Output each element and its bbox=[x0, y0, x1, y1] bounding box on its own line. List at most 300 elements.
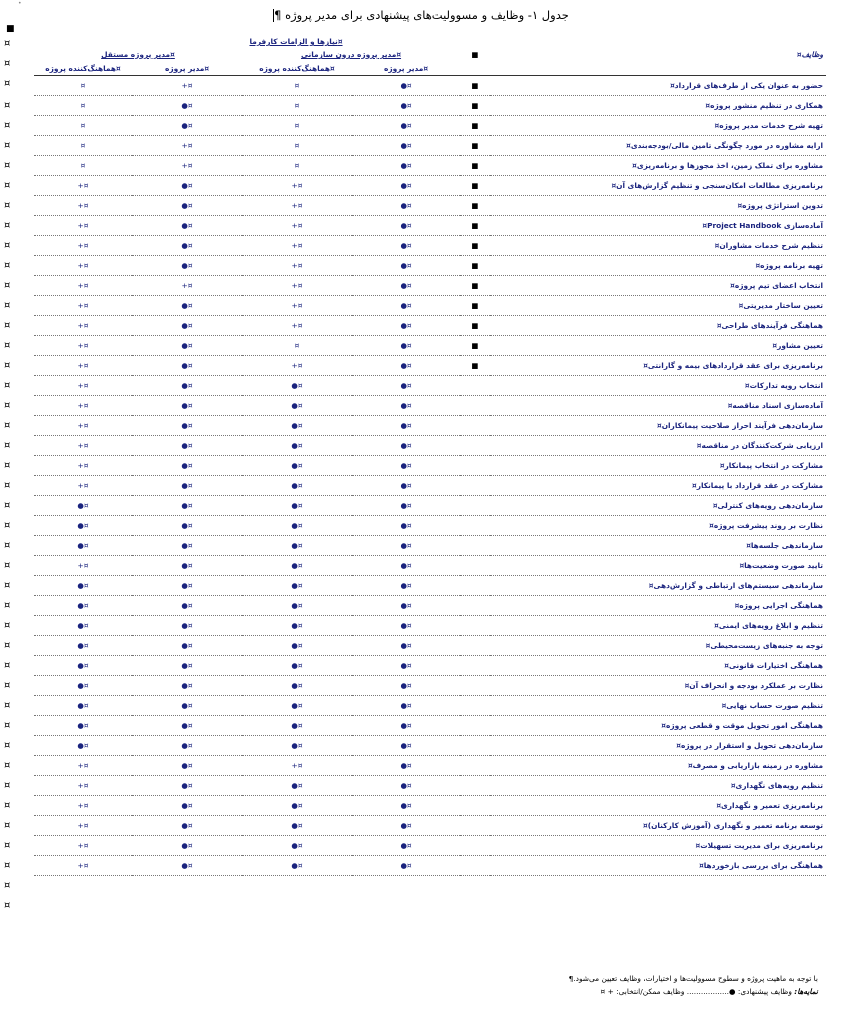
cell-coordinator-internal: ●¤ bbox=[242, 696, 352, 716]
cell-pm-internal: ●¤ bbox=[352, 396, 460, 416]
cell-coordinator-independent: +¤ bbox=[34, 476, 132, 496]
end-of-row-marker: ¤ bbox=[4, 400, 11, 411]
header-pm-independent: مدیر پروژه¤ bbox=[132, 61, 242, 76]
cell-coordinator-internal: ●¤ bbox=[242, 636, 352, 656]
cell-coordinator-independent: ●¤ bbox=[34, 716, 132, 736]
row-bullet: ■ bbox=[460, 216, 490, 236]
task-label: برنامه‌ریزی مطالعات امکان‌سنجی و تنظیم گزارش‌های آن¤ bbox=[490, 176, 826, 196]
cell-pm-independent: ●¤ bbox=[132, 636, 242, 656]
row-bullet: ■ bbox=[460, 356, 490, 376]
task-label: سازمان‌دهی رویه‌های کنترلی¤ bbox=[490, 496, 826, 516]
end-of-row-marker: ¤ bbox=[4, 38, 11, 49]
task-label: برنامه‌ریزی برای عقد قراردادهای بیمه و گارانتی¤ bbox=[490, 356, 826, 376]
cell-pm-internal: ●¤ bbox=[352, 516, 460, 536]
cell-pm-independent: ●¤ bbox=[132, 816, 242, 836]
end-of-row-marker: ¤ bbox=[4, 340, 11, 351]
task-label: توسعه برنامه تعمیر و نگهداری (آموزش کارکنان)¤ bbox=[490, 816, 826, 836]
row-bullet bbox=[460, 536, 490, 556]
cell-coordinator-internal: +¤ bbox=[242, 176, 352, 196]
table-row bbox=[34, 476, 826, 496]
cell-pm-internal: ●¤ bbox=[352, 796, 460, 816]
row-bullet bbox=[460, 576, 490, 596]
cell-pm-internal: ●¤ bbox=[352, 136, 460, 156]
cell-coordinator-independent: +¤ bbox=[34, 856, 132, 876]
table-row bbox=[34, 616, 826, 636]
task-label: تایید صورت وضعیت‌ها¤ bbox=[490, 556, 826, 576]
row-bullet: ■ bbox=[460, 76, 490, 96]
end-of-row-marker: ¤ bbox=[4, 880, 11, 891]
table-row bbox=[34, 116, 826, 136]
cell-pm-internal: ●¤ bbox=[352, 556, 460, 576]
row-bullet: ■ bbox=[460, 316, 490, 336]
row-bullet bbox=[460, 416, 490, 436]
cell-pm-internal: ●¤ bbox=[352, 836, 460, 856]
table-row bbox=[34, 96, 826, 116]
header-row-2 bbox=[34, 48, 826, 61]
task-label: تنظیم شرح خدمات مشاوران¤ bbox=[490, 236, 826, 256]
cell-coordinator-independent: +¤ bbox=[34, 296, 132, 316]
row-bullet: ■ bbox=[460, 96, 490, 116]
table-row bbox=[34, 136, 826, 156]
cell-coordinator-independent: ●¤ bbox=[34, 516, 132, 536]
end-of-row-marker: ¤ bbox=[4, 540, 11, 551]
row-bullet bbox=[460, 616, 490, 636]
cell-pm-internal: ●¤ bbox=[352, 436, 460, 456]
task-label: سازماندهی جلسه‌ها¤ bbox=[490, 536, 826, 556]
cell-coordinator-independent: +¤ bbox=[34, 816, 132, 836]
cell-pm-internal: ●¤ bbox=[352, 296, 460, 316]
table-row bbox=[34, 296, 826, 316]
table-row bbox=[34, 756, 826, 776]
end-of-row-marker: ¤ bbox=[4, 780, 11, 791]
task-label: انتخاب رویه تدارکات¤ bbox=[490, 376, 826, 396]
cell-coordinator-internal: ●¤ bbox=[242, 436, 352, 456]
paragraph-marker: ■ bbox=[6, 24, 15, 34]
cell-coordinator-independent: ●¤ bbox=[34, 656, 132, 676]
row-bullet bbox=[460, 776, 490, 796]
row-bullet bbox=[460, 736, 490, 756]
cell-pm-internal: ●¤ bbox=[352, 116, 460, 136]
header-tasks: وظایف¤ bbox=[796, 50, 824, 59]
cell-coordinator-internal: ●¤ bbox=[242, 396, 352, 416]
cell-pm-internal: ●¤ bbox=[352, 476, 460, 496]
cell-coordinator-independent: +¤ bbox=[34, 456, 132, 476]
row-bullet bbox=[460, 836, 490, 856]
end-of-row-marker: ¤ bbox=[4, 300, 11, 311]
cell-pm-internal: ●¤ bbox=[352, 696, 460, 716]
table-notes bbox=[34, 970, 824, 996]
cell-pm-internal: ●¤ bbox=[352, 216, 460, 236]
table-row bbox=[34, 816, 826, 836]
table-row bbox=[34, 496, 826, 516]
cell-coordinator-internal: +¤ bbox=[242, 236, 352, 256]
cell-coordinator-internal: ●¤ bbox=[242, 596, 352, 616]
table-row bbox=[34, 256, 826, 276]
cell-pm-internal: ●¤ bbox=[352, 816, 460, 836]
end-of-row-marker: ¤ bbox=[4, 420, 11, 431]
cell-pm-independent: ●¤ bbox=[132, 596, 242, 616]
cell-pm-internal: ●¤ bbox=[352, 716, 460, 736]
cell-pm-internal: ●¤ bbox=[352, 276, 460, 296]
cell-pm-independent: ●¤ bbox=[132, 396, 242, 416]
end-of-row-marker: ¤ bbox=[4, 460, 11, 471]
task-label: حضور به عنوان یکی از طرف‌های قرارداد¤ bbox=[490, 76, 826, 96]
cell-pm-independent: ●¤ bbox=[132, 516, 242, 536]
cell-pm-independent: ●¤ bbox=[132, 716, 242, 736]
task-label: هماهنگی اجرایی پروژه¤ bbox=[490, 596, 826, 616]
end-of-row-marker: ¤ bbox=[4, 280, 11, 291]
table-row bbox=[34, 656, 826, 676]
cell-coordinator-independent: ●¤ bbox=[34, 576, 132, 596]
cell-coordinator-internal: +¤ bbox=[242, 756, 352, 776]
task-label: هماهنگی اختیارات قانونی¤ bbox=[490, 656, 826, 676]
cell-coordinator-internal: ●¤ bbox=[242, 676, 352, 696]
header-row-1 bbox=[34, 35, 826, 48]
cell-coordinator-internal: ●¤ bbox=[242, 456, 352, 476]
cell-coordinator-internal: ●¤ bbox=[242, 856, 352, 876]
cell-pm-internal: ●¤ bbox=[352, 536, 460, 556]
task-label: ارزیابی شرکت‌کنندگان در مناقصه¤ bbox=[490, 436, 826, 456]
cell-pm-independent: ●¤ bbox=[132, 416, 242, 436]
row-bullet bbox=[460, 596, 490, 616]
cell-coordinator-independent: +¤ bbox=[34, 236, 132, 256]
cell-coordinator-internal: ●¤ bbox=[242, 416, 352, 436]
cell-pm-independent: ●¤ bbox=[132, 336, 242, 356]
task-label: ارایه مشاوره در مورد چگونگی تامین مالی/بودجه‌بندی¤ bbox=[490, 136, 826, 156]
cell-pm-independent: +¤ bbox=[132, 76, 242, 96]
task-label: انتخاب اعضای تیم پروژه¤ bbox=[490, 276, 826, 296]
cell-pm-internal: ●¤ bbox=[352, 676, 460, 696]
legend-title: نمایه‌ها: bbox=[794, 987, 818, 996]
task-label: برنامه‌ریزی برای مدیریت تسهیلات¤ bbox=[490, 836, 826, 856]
end-of-row-marker: ¤ bbox=[4, 500, 11, 511]
end-of-row-marker: ¤ bbox=[4, 800, 11, 811]
row-bullet bbox=[460, 456, 490, 476]
row-bullet bbox=[460, 516, 490, 536]
end-of-row-marker: ¤ bbox=[4, 100, 11, 111]
cell-pm-independent: ●¤ bbox=[132, 616, 242, 636]
cell-pm-internal: ●¤ bbox=[352, 356, 460, 376]
table-row bbox=[34, 796, 826, 816]
task-label: آماده‌سازی اسناد مناقصه¤ bbox=[490, 396, 826, 416]
task-label: تنظیم و ابلاغ رویه‌های ایمنی¤ bbox=[490, 616, 826, 636]
cell-pm-internal: ●¤ bbox=[352, 596, 460, 616]
task-label: تنظیم صورت حساب نهایی¤ bbox=[490, 696, 826, 716]
cell-coordinator-independent: +¤ bbox=[34, 336, 132, 356]
end-of-row-marker: ¤ bbox=[4, 620, 11, 631]
table-row bbox=[34, 416, 826, 436]
cell-pm-independent: ●¤ bbox=[132, 476, 242, 496]
cell-coordinator-independent: +¤ bbox=[34, 196, 132, 216]
cell-pm-independent: ●¤ bbox=[132, 856, 242, 876]
cell-pm-internal: ●¤ bbox=[352, 776, 460, 796]
header-coordinator-internal: هماهنگ‌کننده پروژه¤ bbox=[242, 61, 352, 76]
cell-coordinator-independent: ●¤ bbox=[34, 676, 132, 696]
table-row bbox=[34, 696, 826, 716]
cell-pm-internal: ●¤ bbox=[352, 576, 460, 596]
cell-coordinator-internal: +¤ bbox=[242, 296, 352, 316]
cell-coordinator-internal: ●¤ bbox=[242, 836, 352, 856]
end-of-row-marker: ¤ bbox=[4, 520, 11, 531]
task-label: تدوین استراتژی پروژه¤ bbox=[490, 196, 826, 216]
cell-pm-internal: ●¤ bbox=[352, 636, 460, 656]
row-bullet: ■ bbox=[460, 236, 490, 256]
task-label: سازماندهی سیستم‌های ارتباطی و گزارش‌دهی¤ bbox=[490, 576, 826, 596]
cell-pm-independent: +¤ bbox=[132, 156, 242, 176]
end-of-row-marker: ¤ bbox=[4, 580, 11, 591]
cell-pm-independent: ●¤ bbox=[132, 736, 242, 756]
cell-pm-independent: ●¤ bbox=[132, 756, 242, 776]
cell-coordinator-internal: ¤ bbox=[242, 116, 352, 136]
cell-pm-independent: ●¤ bbox=[132, 676, 242, 696]
cell-coordinator-independent: ●¤ bbox=[34, 596, 132, 616]
table-row bbox=[34, 156, 826, 176]
row-bullet bbox=[460, 756, 490, 776]
table-row bbox=[34, 576, 826, 596]
task-label: برنامه‌ریزی تعمیر و نگهداری¤ bbox=[490, 796, 826, 816]
cell-coordinator-independent: +¤ bbox=[34, 176, 132, 196]
end-of-row-marker: ¤ bbox=[4, 160, 11, 171]
end-of-row-marker: ¤ bbox=[4, 180, 11, 191]
table-row bbox=[34, 396, 826, 416]
table-row bbox=[34, 316, 826, 336]
cell-coordinator-internal: ●¤ bbox=[242, 496, 352, 516]
end-of-row-marker: ¤ bbox=[4, 820, 11, 831]
cell-coordinator-independent: ●¤ bbox=[34, 536, 132, 556]
row-bullet bbox=[460, 436, 490, 456]
cell-coordinator-independent: ¤ bbox=[34, 116, 132, 136]
cell-coordinator-internal: ●¤ bbox=[242, 376, 352, 396]
end-of-row-marker: ¤ bbox=[4, 680, 11, 691]
row-bullet bbox=[460, 496, 490, 516]
row-bullet bbox=[460, 696, 490, 716]
cell-pm-independent: +¤ bbox=[132, 276, 242, 296]
end-of-row-marker: ¤ bbox=[4, 860, 11, 871]
cell-coordinator-independent: ¤ bbox=[34, 156, 132, 176]
table-row bbox=[34, 276, 826, 296]
cell-pm-independent: ●¤ bbox=[132, 436, 242, 456]
cell-coordinator-internal: ●¤ bbox=[242, 476, 352, 496]
end-of-row-marker: ¤ bbox=[4, 720, 11, 731]
row-bullet bbox=[460, 716, 490, 736]
cell-pm-internal: ●¤ bbox=[352, 416, 460, 436]
cell-coordinator-independent: +¤ bbox=[34, 416, 132, 436]
cell-coordinator-internal: ¤ bbox=[242, 136, 352, 156]
cell-pm-internal: ●¤ bbox=[352, 376, 460, 396]
task-label: تعیین مشاور¤ bbox=[490, 336, 826, 356]
cell-coordinator-independent: +¤ bbox=[34, 836, 132, 856]
cell-pm-independent: ●¤ bbox=[132, 296, 242, 316]
task-label: سازمان‌دهی تحویل و استقرار در پروژه¤ bbox=[490, 736, 826, 756]
cell-coordinator-internal: ●¤ bbox=[242, 816, 352, 836]
task-label: نظارت بر روند پیشرفت پروژه¤ bbox=[490, 516, 826, 536]
header-independent-pm: مدیر پروژه مستقل¤ bbox=[101, 50, 175, 59]
cell-pm-independent: ●¤ bbox=[132, 696, 242, 716]
end-of-row-marker: ¤ bbox=[4, 740, 11, 751]
end-of-row-marker: ¤ bbox=[4, 700, 11, 711]
end-of-row-marker: ¤ bbox=[4, 360, 11, 371]
row-bullet bbox=[460, 636, 490, 656]
task-label: تهیه برنامه پروژه¤ bbox=[490, 256, 826, 276]
cell-coordinator-internal: ●¤ bbox=[242, 716, 352, 736]
cell-pm-independent: ●¤ bbox=[132, 796, 242, 816]
cell-pm-independent: ●¤ bbox=[132, 496, 242, 516]
table-row bbox=[34, 236, 826, 256]
end-of-row-marker: ¤ bbox=[4, 760, 11, 771]
cell-pm-internal: ●¤ bbox=[352, 156, 460, 176]
cell-coordinator-internal: ●¤ bbox=[242, 536, 352, 556]
cell-pm-internal: ●¤ bbox=[352, 656, 460, 676]
cell-coordinator-internal: +¤ bbox=[242, 356, 352, 376]
cell-coordinator-internal: +¤ bbox=[242, 196, 352, 216]
table-row bbox=[34, 356, 826, 376]
end-of-row-marker: ¤ bbox=[4, 900, 11, 911]
corner-dot: • bbox=[18, 0, 22, 7]
cell-pm-independent: ●¤ bbox=[132, 376, 242, 396]
end-of-row-marker: ¤ bbox=[4, 220, 11, 231]
cell-coordinator-independent: +¤ bbox=[34, 256, 132, 276]
row-bullet bbox=[460, 676, 490, 696]
cell-pm-independent: ●¤ bbox=[132, 316, 242, 336]
cell-pm-independent: ●¤ bbox=[132, 656, 242, 676]
cell-pm-independent: ●¤ bbox=[132, 776, 242, 796]
end-of-row-marker: ¤ bbox=[4, 440, 11, 451]
task-label: تعیین ساختار مدیریتی¤ bbox=[490, 296, 826, 316]
cell-coordinator-independent: +¤ bbox=[34, 356, 132, 376]
cell-pm-independent: ●¤ bbox=[132, 236, 242, 256]
cell-pm-independent: ●¤ bbox=[132, 176, 242, 196]
cell-coordinator-internal: ●¤ bbox=[242, 616, 352, 636]
row-bullet: ■ bbox=[460, 196, 490, 216]
end-of-row-marker: ¤ bbox=[4, 480, 11, 491]
end-of-row-marker: ¤ bbox=[4, 120, 11, 131]
task-label: سازمان‌دهی فرآیند احراز صلاحیت پیمانکاران¤ bbox=[490, 416, 826, 436]
header-internal-pm: مدیر پروژه درون سازمانی¤ bbox=[300, 50, 402, 59]
task-label: آماده‌سازی Project Handbook¤ bbox=[490, 216, 826, 236]
cell-pm-independent: ●¤ bbox=[132, 456, 242, 476]
page-title: جدول ۱- وظایف و مسوولیت‌های پیشنهادی برای مدیر پروژه ¶ bbox=[274, 8, 569, 22]
cell-coordinator-independent: +¤ bbox=[34, 436, 132, 456]
cell-coordinator-independent: +¤ bbox=[34, 276, 132, 296]
cell-coordinator-independent: ●¤ bbox=[34, 616, 132, 636]
cell-pm-independent: ●¤ bbox=[132, 116, 242, 136]
cell-pm-internal: ●¤ bbox=[352, 176, 460, 196]
cell-coordinator-internal: ¤ bbox=[242, 76, 352, 96]
cell-coordinator-independent: +¤ bbox=[34, 756, 132, 776]
responsibilities-table bbox=[34, 35, 826, 876]
header-row-3 bbox=[34, 61, 826, 76]
cell-pm-independent: +¤ bbox=[132, 136, 242, 156]
end-of-row-marker: ¤ bbox=[4, 660, 11, 671]
end-of-row-marker: ¤ bbox=[4, 78, 11, 89]
row-bullet: ■ bbox=[460, 256, 490, 276]
cell-coordinator-internal: +¤ bbox=[242, 216, 352, 236]
cell-pm-internal: ●¤ bbox=[352, 456, 460, 476]
cell-coordinator-independent: +¤ bbox=[34, 556, 132, 576]
legend-line bbox=[34, 983, 824, 996]
cell-pm-internal: ●¤ bbox=[352, 76, 460, 96]
cell-pm-independent: ●¤ bbox=[132, 216, 242, 236]
cell-coordinator-internal: ●¤ bbox=[242, 576, 352, 596]
table-row bbox=[34, 176, 826, 196]
cell-coordinator-independent: +¤ bbox=[34, 796, 132, 816]
notes-line: با توجه به ماهیت پروژه و سطوح مسوولیت‌ها و اختیارات، وظایف تعیین می‌شود.¶ bbox=[568, 974, 818, 983]
cell-coordinator-independent: ¤ bbox=[34, 136, 132, 156]
task-label: تنظیم رویه‌های نگهداری¤ bbox=[490, 776, 826, 796]
task-label: مشارکت در عقد قرارداد با پیمانکار¤ bbox=[490, 476, 826, 496]
row-bullet bbox=[460, 396, 490, 416]
row-bullet bbox=[460, 856, 490, 876]
header-pm-internal: مدیر پروژه¤ bbox=[352, 61, 460, 76]
task-label: همکاری در تنظیم منشور پروژه¤ bbox=[490, 96, 826, 116]
cell-coordinator-internal: +¤ bbox=[242, 256, 352, 276]
task-label: مشاوره برای تملک زمین، اخذ مجوزها و برنامه‌ریزی¤ bbox=[490, 156, 826, 176]
task-label: هماهنگی برای بررسی بازخوردها¤ bbox=[490, 856, 826, 876]
row-bullet: ■ bbox=[460, 176, 490, 196]
row-bullet: ■ bbox=[460, 156, 490, 176]
cell-pm-independent: ●¤ bbox=[132, 356, 242, 376]
cell-pm-internal: ●¤ bbox=[352, 236, 460, 256]
row-bullet bbox=[460, 556, 490, 576]
cell-coordinator-independent: ●¤ bbox=[34, 736, 132, 756]
table-row bbox=[34, 736, 826, 756]
cell-pm-internal: ●¤ bbox=[352, 316, 460, 336]
header-coordinator-independent: هماهنگ‌کننده پروژه¤ bbox=[34, 61, 132, 76]
row-bullet: ■ bbox=[460, 136, 490, 156]
end-of-row-marker: ¤ bbox=[4, 140, 11, 151]
header-marker: ■ bbox=[471, 50, 479, 59]
cell-pm-independent: ●¤ bbox=[132, 556, 242, 576]
end-of-row-marker: ¤ bbox=[4, 600, 11, 611]
header-client-requirements: نیازها و الزامات کارفرما¤ bbox=[249, 37, 343, 46]
end-of-row-marker: ¤ bbox=[4, 640, 11, 651]
cell-coordinator-internal: ●¤ bbox=[242, 556, 352, 576]
cell-coordinator-internal: ●¤ bbox=[242, 796, 352, 816]
cell-coordinator-independent: ●¤ bbox=[34, 696, 132, 716]
table-row bbox=[34, 676, 826, 696]
cell-pm-independent: ●¤ bbox=[132, 836, 242, 856]
cell-coordinator-independent: +¤ bbox=[34, 316, 132, 336]
table-row bbox=[34, 636, 826, 656]
table-row bbox=[34, 836, 826, 856]
cell-coordinator-internal: ●¤ bbox=[242, 776, 352, 796]
task-label: مشاوره در زمینه بازاریابی و مصرف¤ bbox=[490, 756, 826, 776]
cell-pm-internal: ●¤ bbox=[352, 736, 460, 756]
cell-coordinator-internal: ●¤ bbox=[242, 516, 352, 536]
table-row bbox=[34, 216, 826, 236]
end-of-row-marker: ¤ bbox=[4, 240, 11, 251]
end-of-row-marker: ¤ bbox=[4, 840, 11, 851]
legend-text: وظایف پیشنهادی: ●.................. وظایف ممکن/انتخابی: + ¤ bbox=[600, 987, 795, 996]
cell-pm-internal: ●¤ bbox=[352, 856, 460, 876]
end-of-row-marker: ¤ bbox=[4, 320, 11, 331]
table-row bbox=[34, 856, 826, 876]
cell-pm-internal: ●¤ bbox=[352, 256, 460, 276]
cell-pm-independent: ●¤ bbox=[132, 256, 242, 276]
table-row bbox=[34, 436, 826, 456]
row-bullet bbox=[460, 796, 490, 816]
row-bullet: ■ bbox=[460, 116, 490, 136]
table-row bbox=[34, 516, 826, 536]
cell-coordinator-internal: ●¤ bbox=[242, 736, 352, 756]
end-of-row-marker: ¤ bbox=[4, 380, 11, 391]
row-bullet: ■ bbox=[460, 336, 490, 356]
cell-pm-internal: ●¤ bbox=[352, 196, 460, 216]
cell-coordinator-independent: ●¤ bbox=[34, 496, 132, 516]
row-bullet bbox=[460, 376, 490, 396]
table-row bbox=[34, 716, 826, 736]
task-label: مشارکت در انتخاب پیمانکار¤ bbox=[490, 456, 826, 476]
